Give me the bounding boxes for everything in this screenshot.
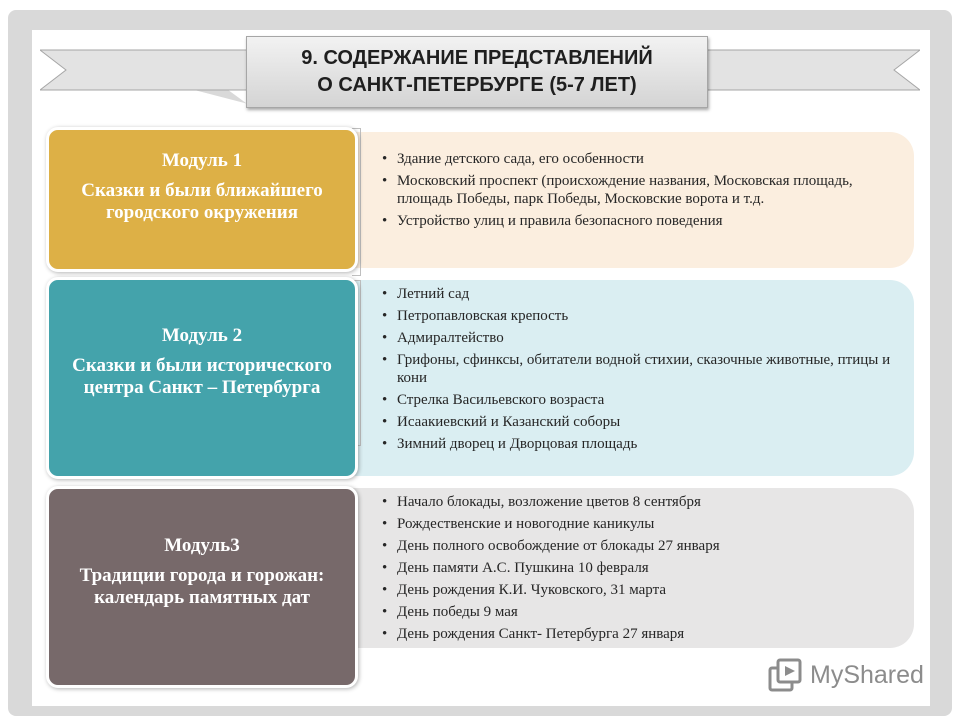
module-2-box bbox=[46, 277, 358, 479]
list-item: • Грифоны, сфинксы, обитатели водной стихии, сказочные животные, птицы и кони bbox=[380, 351, 892, 387]
module-3-box bbox=[46, 486, 358, 688]
list-item: • День победы 9 мая bbox=[380, 603, 892, 621]
title-line-2: О САНКТ-ПЕТЕРБУРГЕ (5-7 ЛЕТ) bbox=[317, 74, 637, 96]
list-item: • Здание детского сада, его особенности bbox=[380, 150, 892, 168]
list-item: • Начало блокады, возложение цветов 8 сентября bbox=[380, 493, 892, 511]
module-3-heading: Модуль3 bbox=[164, 535, 240, 556]
title-line-1: 9. СОДЕРЖАНИЕ ПРЕДСТАВЛЕНИЙ bbox=[301, 47, 653, 69]
watermark-logo bbox=[768, 658, 928, 692]
list-item: • Московский проспект (происхождение названия, Московская площадь, площадь Победы, парк Победы, Московские ворота и т.д. bbox=[380, 172, 892, 208]
list-item: • Исаакиевский и Казанский соборы bbox=[380, 413, 892, 431]
list-item: • Рождественские и новогодние каникулы bbox=[380, 515, 892, 533]
watermark-text: MyShared bbox=[810, 661, 924, 689]
module-2-heading: Модуль 2 bbox=[161, 325, 243, 346]
list-item: • Петропавловская крепость bbox=[380, 307, 892, 325]
module-3-title: Традиции города и горожан: календарь памятных дат bbox=[79, 565, 325, 608]
list-item: • Зимний дворец и Дворцовая площадь bbox=[380, 435, 892, 453]
list-item: • Летний сад bbox=[380, 285, 892, 303]
list-item: • День рождения Санкт- Петербурга 27 января bbox=[380, 625, 892, 643]
list-item: • День рождения К.И. Чуковского, 31 марта bbox=[380, 581, 892, 599]
myshared-logo-icon bbox=[768, 658, 804, 692]
list-item: • День полного освобождение от блокады 27 января bbox=[380, 537, 892, 555]
list-item: • День памяти А.С. Пушкина 10 февраля bbox=[380, 559, 892, 577]
module-1-box bbox=[46, 127, 358, 272]
page-title bbox=[246, 36, 708, 108]
module-2-list bbox=[380, 285, 892, 457]
module-1-heading: Модуль 1 bbox=[161, 150, 243, 171]
list-item: • Стрелка Васильевского возраста bbox=[380, 391, 892, 409]
module-1-list bbox=[380, 150, 892, 234]
module-2-title: Сказки и были исторического центра Санкт – Петербурга bbox=[72, 355, 332, 398]
list-item: • Устройство улиц и правила безопасного поведения bbox=[380, 212, 892, 230]
module-1-title: Сказки и были ближайшего городского окружения bbox=[81, 180, 323, 223]
list-item: • Адмиралтейство bbox=[380, 329, 892, 347]
module-3-list bbox=[380, 493, 892, 647]
